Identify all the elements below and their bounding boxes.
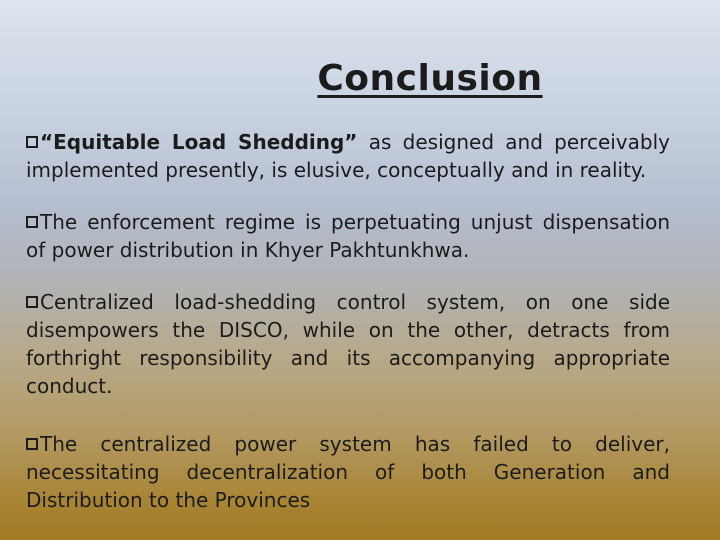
hollow-square-bullet-icon (26, 438, 38, 450)
bullet-text: Centralized load-shedding control system, on one side disempowers the DISCO, while on the other, detracts from forthright responsibility and its accompanying appropriate conduct. (26, 290, 670, 398)
hollow-square-bullet-icon (26, 296, 38, 308)
hollow-square-bullet-icon (26, 136, 38, 148)
bullet-item (26, 128, 670, 184)
bullet-item (26, 288, 670, 400)
bullet-text: as designed and perceivably implemented presently, is elusive, conceptually and in reality. (26, 130, 670, 182)
bullet-text: The enforcement regime is perpetuating unjust dispensation of power distribution in Khyer Pakhtunkhwa. (26, 210, 670, 262)
bullet-emphasis: “Equitable Load Shedding” (40, 130, 358, 154)
hollow-square-bullet-icon (26, 216, 38, 228)
bullet-list (26, 128, 670, 538)
bullet-item (26, 208, 670, 264)
bullet-item (26, 430, 670, 514)
slide-title (0, 58, 720, 99)
bullet-text: The centralized power system has failed to deliver, necessitating decentralization of both Generation and Distribution to the Provinces (26, 432, 670, 512)
slide-title-text: Conclusion (317, 58, 543, 99)
